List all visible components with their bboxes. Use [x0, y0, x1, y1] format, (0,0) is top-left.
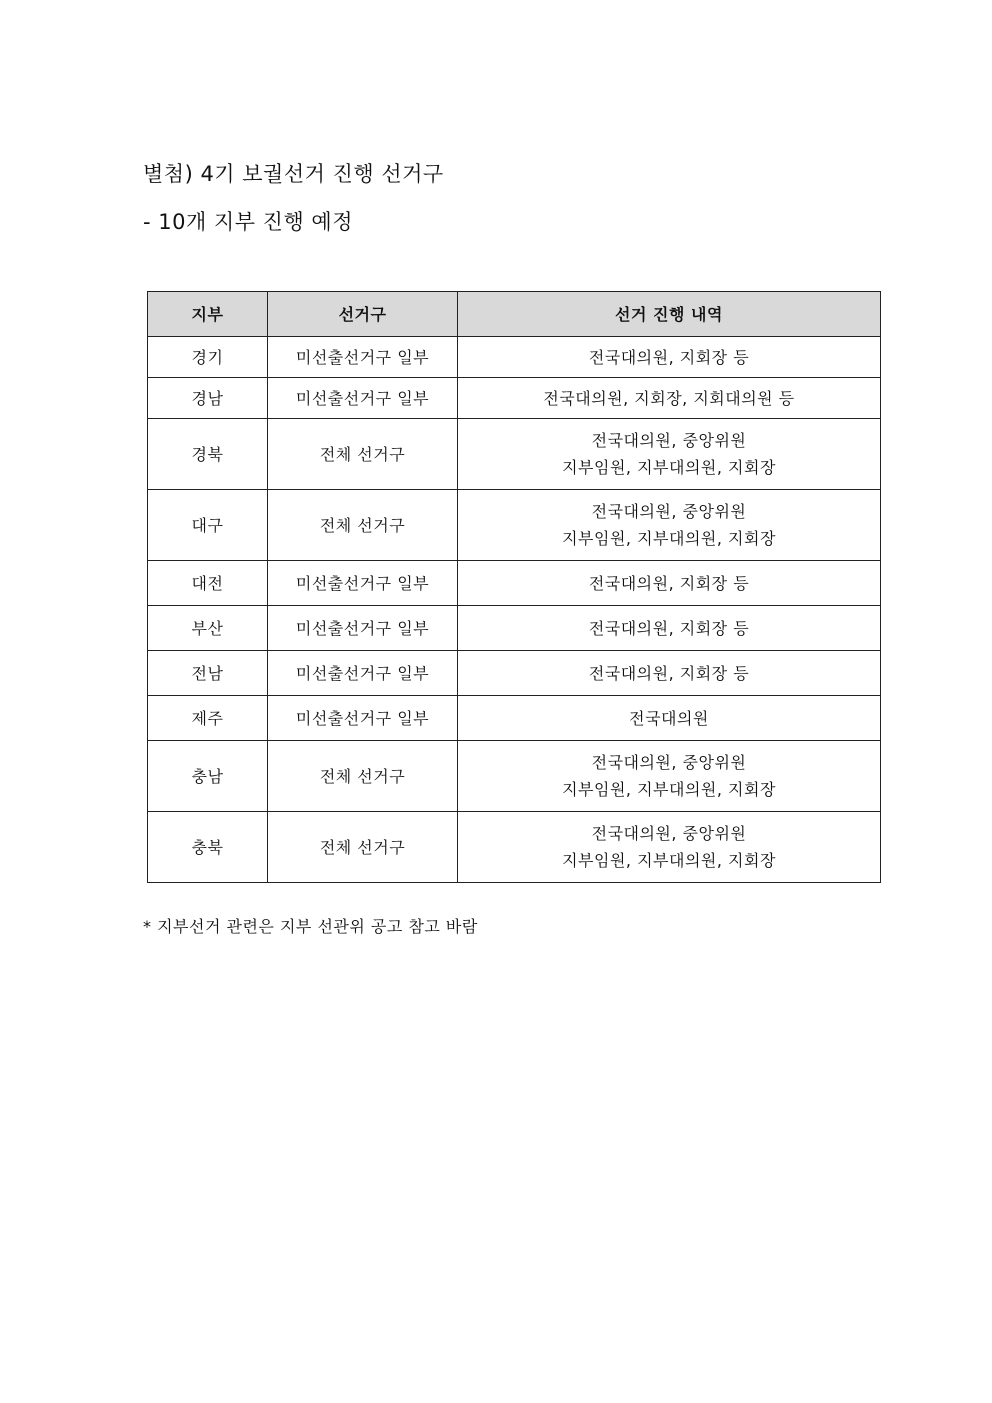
branch-cell: 충북: [148, 812, 268, 883]
table-row: [148, 606, 881, 651]
district-cell: 전체 선거구: [268, 812, 458, 883]
table-row: [148, 812, 881, 883]
details-line: 지부임원, 지부대의원, 지회장: [562, 529, 776, 548]
branch-cell: 경기: [148, 337, 268, 378]
details-cell: [458, 812, 881, 883]
details-cell: [458, 741, 881, 812]
details-cell: [458, 490, 881, 561]
header-branch: 지부: [148, 292, 268, 337]
details-line: 전국대의원, 지회장 등: [588, 573, 750, 593]
district-cell: 전체 선거구: [268, 419, 458, 490]
branch-cell: 부산: [148, 606, 268, 651]
district-cell: 미선출선거구 일부: [268, 561, 458, 606]
table-row: [148, 741, 881, 812]
page-subtitle: - 10개 지부 진행 예정: [143, 210, 354, 234]
details-cell: [458, 651, 881, 696]
details-cell: [458, 606, 881, 651]
branch-cell: 전남: [148, 651, 268, 696]
district-cell: 미선출선거구 일부: [268, 378, 458, 419]
election-schedule-table: [147, 291, 881, 883]
details-cell: [458, 337, 881, 378]
branch-cell: 제주: [148, 696, 268, 741]
details-cell: [458, 378, 881, 419]
details-cell: [458, 419, 881, 490]
branch-cell: 경북: [148, 419, 268, 490]
district-cell: 전체 선거구: [268, 741, 458, 812]
page-title: 별첨) 4기 보궐선거 진행 선거구: [143, 162, 444, 186]
table-row: [148, 337, 881, 378]
table-row: [148, 696, 881, 741]
branch-cell: 대구: [148, 490, 268, 561]
table-header-row: [148, 292, 881, 337]
district-cell: 미선출선거구 일부: [268, 337, 458, 378]
table-row: [148, 561, 881, 606]
branch-cell: 충남: [148, 741, 268, 812]
details-line: 지부임원, 지부대의원, 지회장: [562, 780, 776, 799]
header-district: 선거구: [268, 292, 458, 337]
details-line: 전국대의원: [629, 708, 709, 728]
table-row: [148, 378, 881, 419]
district-cell: 전체 선거구: [268, 490, 458, 561]
district-cell: 미선출선거구 일부: [268, 696, 458, 741]
footnote: * 지부선거 관련은 지부 선관위 공고 참고 바람: [143, 917, 478, 936]
district-cell: 미선출선거구 일부: [268, 606, 458, 651]
details-cell: [458, 696, 881, 741]
details-line: 전국대의원, 중앙위원: [591, 431, 747, 450]
details-line: 전국대의원, 지회장, 지회대의원 등: [543, 388, 795, 408]
details-cell: [458, 561, 881, 606]
header-details: 선거 진행 내역: [458, 292, 881, 337]
table-row: [148, 419, 881, 490]
details-line: 지부임원, 지부대의원, 지회장: [562, 851, 776, 870]
branch-cell: 경남: [148, 378, 268, 419]
details-line: 전국대의원, 지회장 등: [588, 663, 750, 683]
details-line: 전국대의원, 지회장 등: [588, 347, 750, 367]
details-line: 전국대의원, 중앙위원: [591, 753, 747, 772]
details-line: 전국대의원, 중앙위원: [591, 502, 747, 521]
details-line: 전국대의원, 지회장 등: [588, 618, 750, 638]
table-row: [148, 651, 881, 696]
district-cell: 미선출선거구 일부: [268, 651, 458, 696]
details-line: 전국대의원, 중앙위원: [591, 824, 747, 843]
table-row: [148, 490, 881, 561]
details-line: 지부임원, 지부대의원, 지회장: [562, 458, 776, 477]
branch-cell: 대전: [148, 561, 268, 606]
